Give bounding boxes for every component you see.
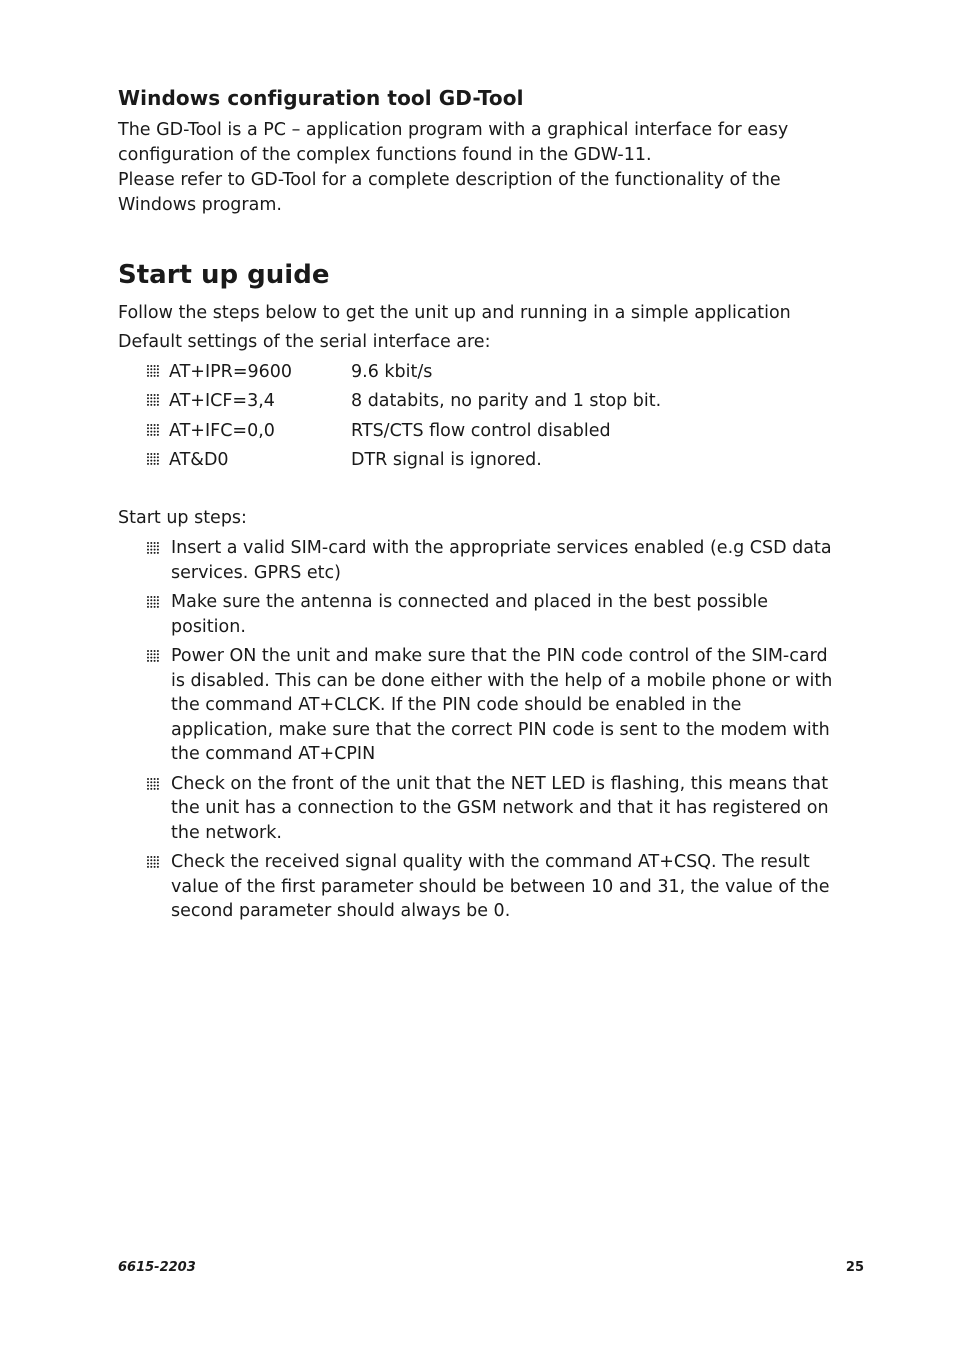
dotted-grid-bullet-icon — [146, 777, 160, 791]
list-item — [146, 536, 846, 585]
step-text: Make sure the antenna is connected and placed in the best possible position. — [171, 592, 769, 637]
setting-command: AT&D0 — [169, 449, 229, 470]
dotted-grid-bullet-icon — [146, 541, 160, 555]
steps-intro: Start up steps: — [118, 508, 247, 528]
step-text: Power ON the unit and make sure that the PIN code control of the SIM-card is disabled. This can be done either with the help of a mobile phone or with the command AT+CLCK. If the PIN code should be enabled in the application, make sure that the correct PIN code is sent to the modem with the command AT+CPIN — [171, 646, 833, 764]
page-number: 25 — [845, 1260, 864, 1275]
setting-description: DTR signal is ignored. — [351, 449, 542, 470]
serial-settings-list — [146, 360, 846, 477]
setting-description: 9.6 kbit/s — [351, 362, 433, 382]
dotted-grid-bullet-icon — [146, 452, 160, 466]
defaults-intro: Default settings of the serial interface are: — [118, 332, 491, 352]
setting-command: AT+IPR=9600 — [169, 362, 293, 382]
setting-description: RTS/CTS flow control disabled — [351, 420, 611, 441]
setting-description: 8 databits, no parity and 1 stop bit. — [351, 391, 662, 412]
step-text: Check the received signal quality with the command AT+CSQ. The result value of the first parameter should be between 10 and 31, the value of the second parameter should always be 0. — [171, 852, 830, 921]
setting-command: AT+IFC=0,0 — [169, 420, 275, 441]
list-item — [146, 644, 846, 767]
section-heading: Windows configuration tool GD-Tool — [118, 86, 524, 110]
list-item — [146, 772, 846, 846]
dotted-grid-bullet-icon — [146, 595, 160, 609]
step-text: Insert a valid SIM-card with the appropriate services enabled (e.g CSD data services. GPRS etc) — [171, 538, 832, 583]
list-item — [146, 590, 846, 639]
section-paragraph-1: The GD-Tool is a PC – application program with a graphical interface for easy configuration of the complex functions found in the GDW-11. — [118, 120, 789, 165]
list-item — [146, 850, 846, 924]
section-paragraph-2: Please refer to GD-Tool for a complete description of the functionality of the Windows program. — [118, 170, 781, 215]
setting-row — [146, 360, 846, 389]
startup-steps-list — [146, 536, 846, 929]
setting-command: AT+ICF=3,4 — [169, 391, 275, 412]
document-number: 6615-2203 — [118, 1260, 196, 1275]
startup-intro: Follow the steps below to get the unit up and running in a simple application — [118, 303, 791, 323]
dotted-grid-bullet-icon — [146, 393, 160, 407]
setting-row — [146, 448, 846, 477]
dotted-grid-bullet-icon — [146, 364, 160, 378]
page-title: Start up guide — [118, 260, 330, 290]
dotted-grid-bullet-icon — [146, 649, 160, 663]
step-text: Check on the front of the unit that the NET LED is flashing, this means that the unit has a connection to the GSM network and that it has registered on the network. — [171, 773, 829, 843]
setting-row — [146, 419, 846, 448]
dotted-grid-bullet-icon — [146, 855, 160, 869]
dotted-grid-bullet-icon — [146, 423, 160, 437]
setting-row — [146, 389, 846, 418]
